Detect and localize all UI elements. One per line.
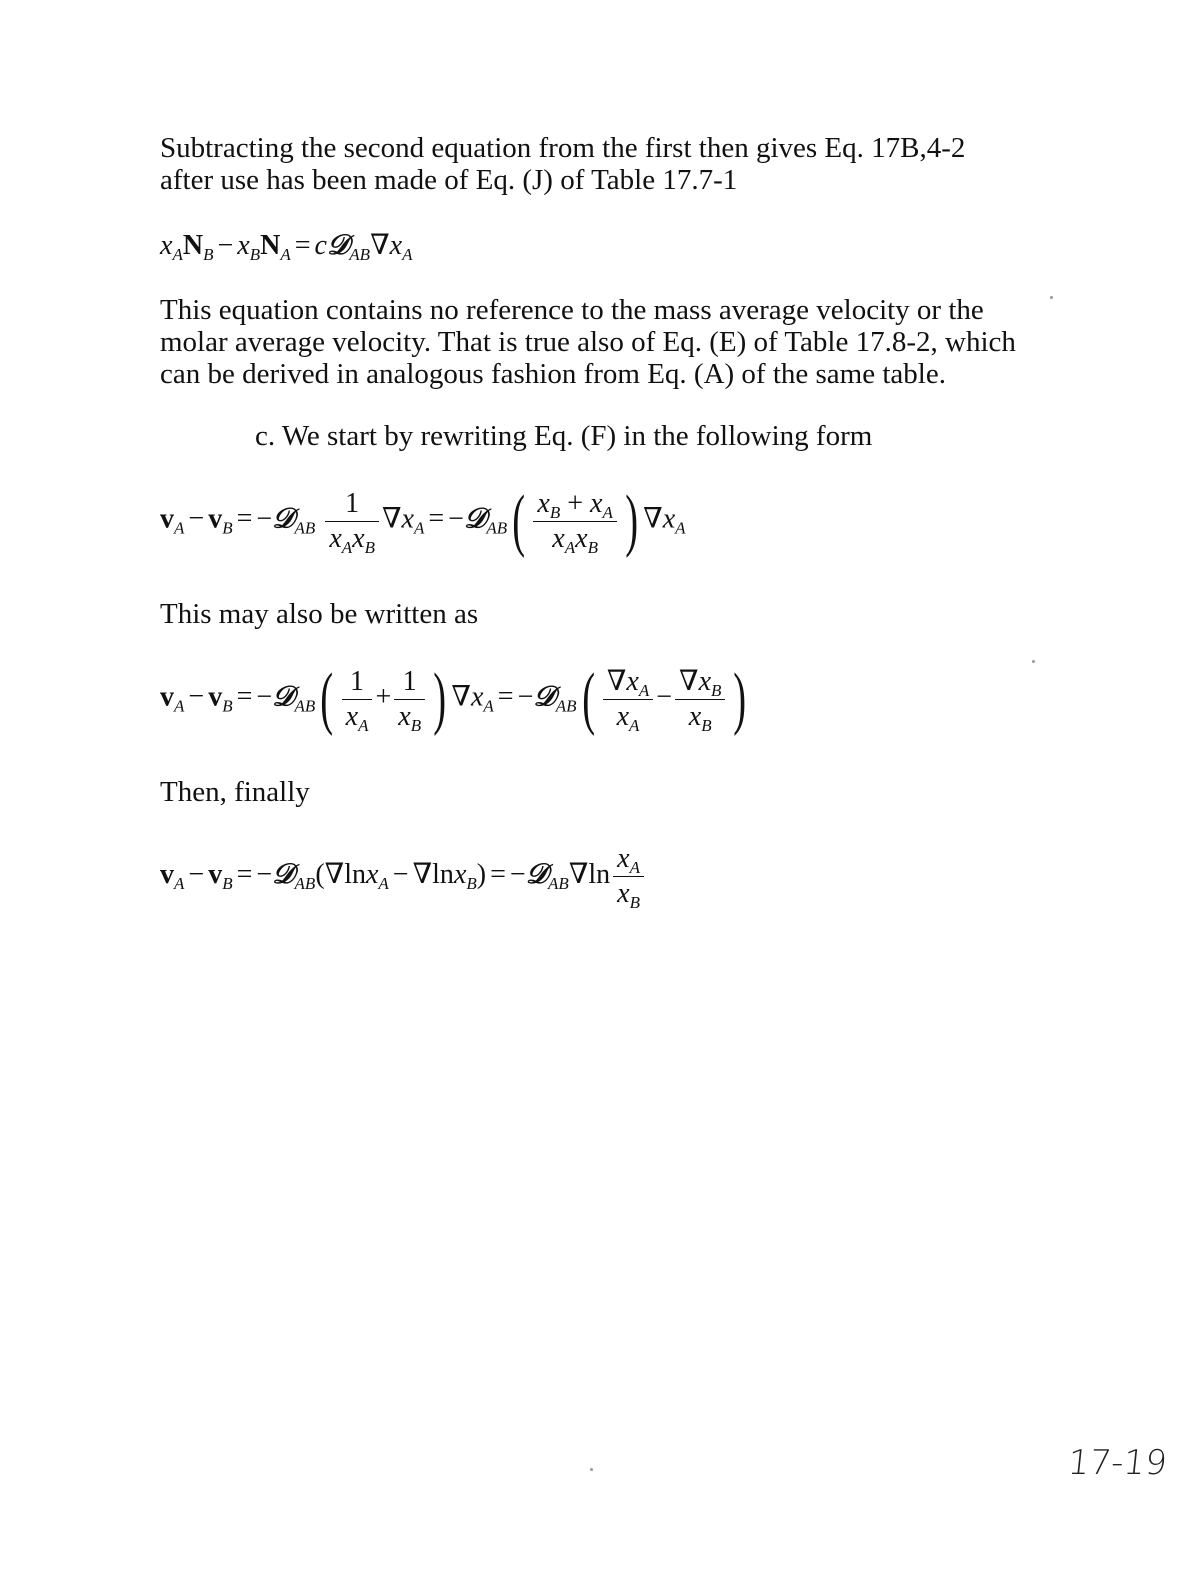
paragraph-intro: Subtracting the second equation from the first then gives Eq. 17B,4-2 after use has been made of Eq. (J) of Table 17.7-1	[160, 132, 966, 196]
paragraph-discussion: This equation contains no reference to the mass average velocity or the molar average velocity. That is true also of Eq. (E) of Table 17.8-2, which can be derived in analogous fashion from Eq. (A) of the same table.	[160, 294, 1016, 390]
page-number: 17-19	[1065, 1443, 1169, 1483]
paragraph-finally: Then, finally	[160, 776, 310, 808]
scan-speck	[1032, 660, 1035, 663]
paragraph-also-written: This may also be written as	[160, 598, 479, 630]
scan-speck	[590, 1468, 593, 1471]
equation-flux-relation: $x_AN_B - x_BN_A$ = $c𝒟_{AB}\nabla x_A$	[160, 228, 413, 264]
paragraph-part-c: c. We start by rewriting Eq. (F) in the following form	[255, 420, 873, 452]
equation-velocity-difference-2: $v_A - v_B$ = −𝒟$_{AB}$( $\frac{1}{x_A}$ + $\frac{1}{x_B}$ ) $\nabla x_A$ = −𝒟$_{AB}$( $\frac{\nabla x_A}{x_A}$ − $\frac{\nabla x_B}{x_B}$ )	[160, 660, 747, 737]
scan-speck	[1050, 296, 1053, 299]
equation-velocity-difference-1: $v_A - v_B$ = −𝒟$_{AB}$ $\frac{1}{x_Ax_B}$ $\nabla x_A$ = −𝒟$_{AB}$( $\frac{x_B + x_A}{x_Ax_B}$ ) $\nabla x_A$	[160, 482, 686, 559]
equation-velocity-difference-final: $v_A - v_B$ = −𝒟$_{AB}$(∇lnx$_A$ − ∇lnx$_B$) = −𝒟$_{AB}$∇ln $\frac{x_A}{x_B}$	[160, 842, 647, 911]
